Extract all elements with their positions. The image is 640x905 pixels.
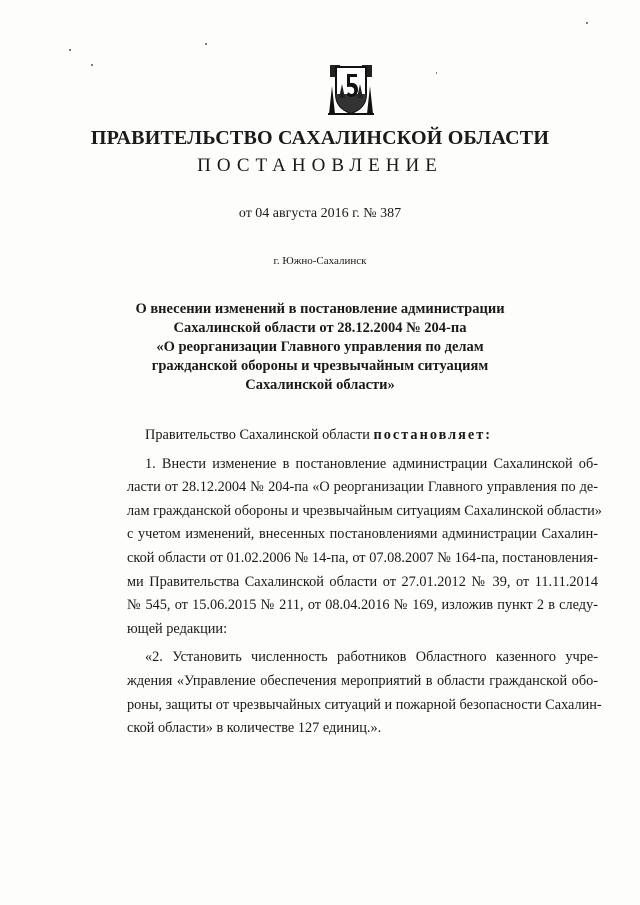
scan-speck <box>205 43 207 45</box>
document-type: ПОСТАНОВЛЕНИЕ <box>197 155 443 176</box>
document-subject <box>0 300 640 395</box>
document-body <box>127 424 602 741</box>
paragraph-1-line: ской области от 01.02.2006 № 14-па, от 07.08.2007 № 164-па, постановления- <box>127 549 598 566</box>
preamble-keyword: постановляет: <box>373 427 493 443</box>
paragraph-2-line: роны, защиты от чрезвычайных ситуаций и пожарной безопасности Сахалин- <box>127 696 602 713</box>
sakhalin-coat-of-arms-icon <box>327 64 375 116</box>
subject-line: О внесении изменений в постановление администрации <box>135 301 505 317</box>
document-place: г. Южно-Сахалинск <box>273 255 367 267</box>
scan-speck <box>69 49 71 51</box>
preamble-text: Правительство Сахалинской области <box>145 427 374 443</box>
subject-line: Сахалинской области от 28.12.2004 № 204-па <box>173 320 467 336</box>
paragraph-1-line: ласти от 28.12.2004 № 204-па «О реорганизации Главного управления по де- <box>127 479 598 496</box>
paragraph-1-line: лам гражданской обороны и чрезвычайным ситуациям Сахалинской области» <box>127 502 602 519</box>
paragraph-1-line: № 545, от 15.06.2015 № 211, от 08.04.2016 № 169, изложив пункт 2 в следу- <box>127 597 598 614</box>
subject-line: гражданской обороны и чрезвычайным ситуациям <box>151 358 489 374</box>
paragraph-2-line: ской области» в количестве 127 единиц.». <box>127 720 382 737</box>
scan-speck <box>91 64 93 66</box>
organization-title: ПРАВИТЕЛЬСТВО САХАЛИНСКОЙ ОБЛАСТИ <box>90 127 550 149</box>
scan-speck <box>586 22 588 24</box>
paragraph-2-line: ждения «Управление обеспечения мероприятий в области гражданской обо- <box>127 672 598 689</box>
paragraph-1-line: ющей редакции: <box>127 620 228 637</box>
subject-line: «О реорганизации Главного управления по делам <box>156 339 484 355</box>
subject-line: Сахалинской области» <box>245 377 395 393</box>
preamble <box>127 424 598 448</box>
paragraph-2-line: «2. Установить численность работников Областного казенного учре- <box>145 649 598 666</box>
paragraph-1-line: ми Правительства Сахалинской области от 27.01.2012 № 39, от 11.11.2014 <box>127 573 598 590</box>
paragraph-1-line: с учетом изменений, внесенных постановлениями администрации Сахалин- <box>127 526 598 543</box>
scan-speck <box>436 72 437 74</box>
document-date-number: от 04 августа 2016 г. № 387 <box>238 206 402 221</box>
paragraph-1-line: 1. Внести изменение в постановление администрации Сахалинской об- <box>145 455 598 472</box>
